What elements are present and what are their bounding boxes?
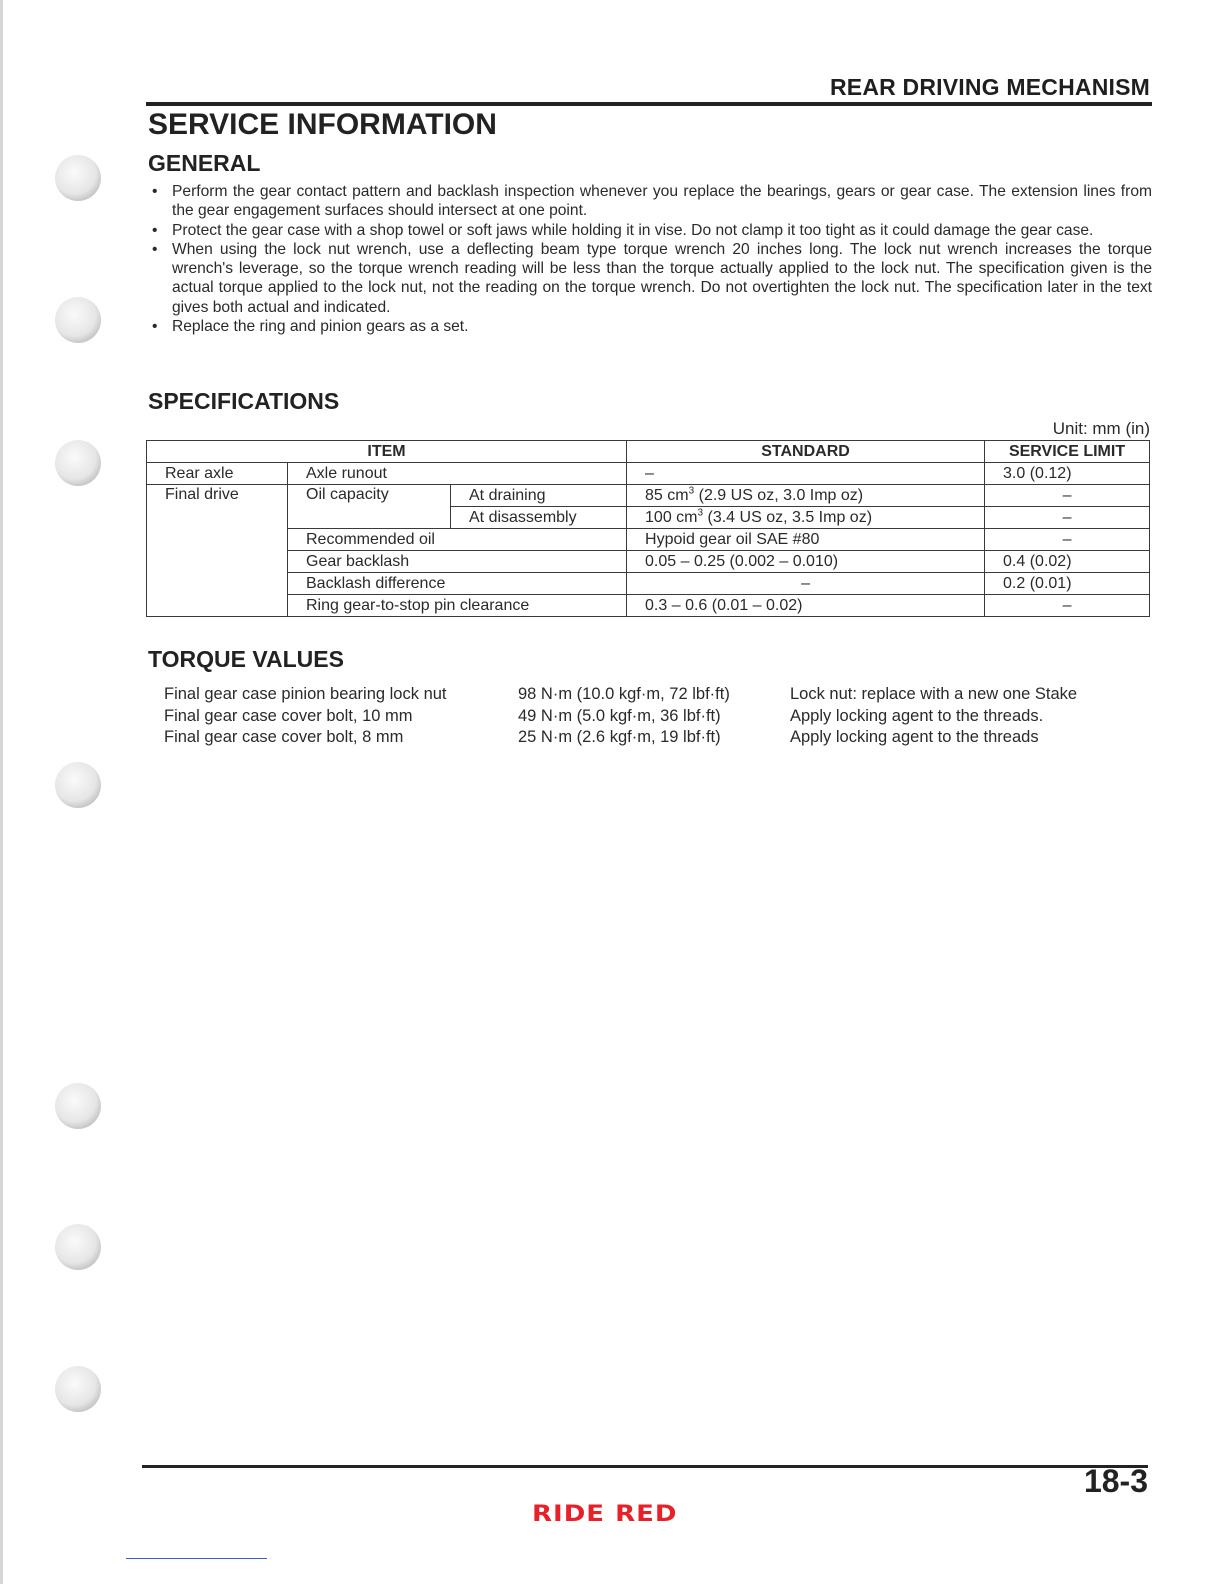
- limit-cell: 0.2 (0.01): [985, 573, 1150, 595]
- limit-cell: 0.4 (0.02): [985, 551, 1150, 573]
- item-cell: Axle runout: [288, 463, 627, 485]
- standard-value: 100 cm: [645, 508, 698, 526]
- bullet-item: • Replace the ring and pinion gears as a set.: [152, 317, 1152, 336]
- bullet-item: • When using the lock nut wrench, use a deflecting beam type torque wrench 20 inches long. The lock nut wrench increases the torque wrench's leverage, so the torque wrench reading will be less than the torque actually applied to the lock nut. The specification given is the actual torque applied to the lock nut, not the reading on the torque wrench. Do not overtighten the lock nut. The specification later in the text gives both actual and indicated.: [152, 240, 1152, 317]
- limit-cell: –: [985, 529, 1150, 551]
- binder-hole: [55, 1366, 101, 1412]
- table-row: [147, 529, 1150, 551]
- limit-cell: 3.0 (0.12): [985, 463, 1150, 485]
- torque-row: [164, 684, 1144, 706]
- torque-values-heading: TORQUE VALUES: [148, 646, 344, 672]
- standard-cell: [627, 507, 985, 529]
- group-cell: Final drive: [147, 485, 288, 617]
- binder-hole: [55, 155, 101, 201]
- torque-item: Final gear case cover bolt, 10 mm: [164, 706, 413, 725]
- superscript: 3: [688, 485, 695, 497]
- table-row: [147, 551, 1150, 573]
- table-row: [147, 463, 1150, 485]
- page-number: 18-3: [1083, 1463, 1148, 1499]
- binder-hole: [55, 1224, 101, 1270]
- standard-cell: Hypoid gear oil SAE #80: [627, 529, 985, 551]
- binder-hole: [55, 762, 101, 808]
- standard-value: 85 cm: [645, 486, 689, 504]
- sub-item-cell: At draining: [451, 485, 627, 507]
- page-title: SERVICE INFORMATION: [148, 108, 497, 141]
- item-cell: Recommended oil: [288, 529, 627, 551]
- standard-cell: –: [627, 573, 985, 595]
- top-rule: [146, 102, 1152, 106]
- torque-row: [164, 706, 1144, 728]
- link-underline: [126, 1558, 267, 1559]
- binder-hole: [55, 1083, 101, 1129]
- column-header-item: ITEM: [147, 441, 627, 463]
- torque-note: Apply locking agent to the threads.: [790, 706, 1044, 725]
- torque-row: [164, 727, 1144, 749]
- standard-value-rest: (2.9 US oz, 3.0 Imp oz): [694, 486, 864, 504]
- standard-cell: 0.3 – 0.6 (0.01 – 0.02): [627, 595, 985, 617]
- column-header-service-limit: SERVICE LIMIT: [985, 441, 1150, 463]
- superscript: 3: [697, 507, 704, 519]
- item-cell: Gear backlash: [288, 551, 627, 573]
- limit-cell: –: [985, 485, 1150, 507]
- group-cell: Rear axle: [147, 463, 288, 485]
- standard-value-rest: (3.4 US oz, 3.5 Imp oz): [703, 508, 873, 526]
- table-row: [147, 595, 1150, 617]
- item-cell: Backlash difference: [288, 573, 627, 595]
- torque-value: 49 N·m (5.0 kgf·m, 36 lbf·ft): [518, 706, 721, 725]
- torque-item: Final gear case cover bolt, 8 mm: [164, 728, 404, 746]
- torque-note: Apply locking agent to the threads: [790, 728, 1039, 746]
- standard-cell: [627, 485, 985, 507]
- torque-value: 25 N·m (2.6 kgf·m, 19 lbf·ft): [518, 728, 721, 746]
- torque-value: 98 N·m (10.0 kgf·m, 72 lbf·ft): [518, 685, 730, 703]
- item-cell: Oil capacity: [288, 485, 451, 529]
- running-head: REAR DRIVING MECHANISM: [829, 74, 1150, 100]
- sub-item-cell: At disassembly: [451, 507, 627, 529]
- limit-cell: –: [985, 507, 1150, 529]
- table-row: [147, 485, 1150, 507]
- specifications-table: [146, 440, 1150, 617]
- general-bullet-list: [152, 182, 1152, 336]
- torque-note: Lock nut: replace with a new one Stake: [790, 685, 1078, 703]
- column-header-standard: STANDARD: [627, 441, 985, 463]
- torque-item: Final gear case pinion bearing lock nut: [164, 685, 447, 703]
- standard-cell: 0.05 – 0.25 (0.002 – 0.010): [627, 551, 985, 573]
- page-edge: [0, 0, 3, 1584]
- limit-cell: –: [985, 595, 1150, 617]
- table-row: [147, 573, 1150, 595]
- binder-hole: [55, 297, 101, 343]
- brand-logo: RIDE RED: [532, 1501, 678, 1527]
- general-heading: GENERAL: [148, 150, 261, 176]
- table-header-row: [147, 441, 1150, 463]
- bullet-item: • Perform the gear contact pattern and backlash inspection whenever you replace the bearings, gears or gear case. The extension lines from the gear engagement surfaces should intersect at one point.: [152, 182, 1152, 221]
- unit-note: Unit: mm (in): [1052, 419, 1150, 438]
- item-cell: Ring gear-to-stop pin clearance: [288, 595, 627, 617]
- bullet-item: • Protect the gear case with a shop towel or soft jaws while holding it in vise. Do not clamp it too tight as it could damage the gear case.: [152, 221, 1152, 240]
- bottom-rule: [142, 1465, 1148, 1468]
- torque-values-list: [164, 684, 1144, 749]
- standard-cell: –: [627, 463, 985, 485]
- binder-hole: [55, 440, 101, 486]
- specifications-heading: SPECIFICATIONS: [148, 388, 340, 414]
